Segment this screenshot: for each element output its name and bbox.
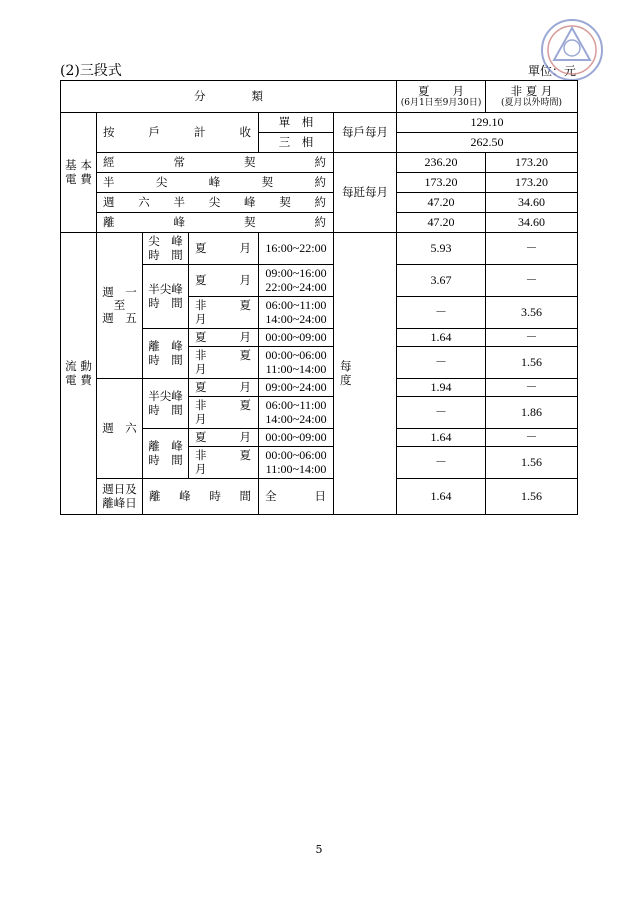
- summer-value: 5.93: [397, 233, 486, 265]
- table-row: [61, 213, 578, 233]
- table-row: [61, 173, 578, 193]
- summer-header-range: (6月1日至9月30日): [400, 97, 482, 108]
- nonsummer-value: －: [486, 379, 578, 397]
- weekday-label: [97, 233, 143, 379]
- time-range-1: 00:00~06:00: [265, 447, 327, 462]
- per-household-meter: 按 戶 計 收: [97, 113, 259, 153]
- period-line2: 時 間: [148, 352, 183, 367]
- season-label: 非 夏 月: [189, 347, 259, 379]
- sunday-period: 離 峰 時 間: [143, 479, 259, 515]
- table-row: [61, 113, 578, 133]
- contract-name: 週六半尖峰契約: [97, 193, 334, 213]
- summer-value: 1.64: [397, 329, 486, 347]
- nonsummer-value: 1.56: [486, 447, 578, 479]
- summer-value: 236.20: [397, 153, 486, 173]
- single-phase-label: 單 相: [259, 113, 334, 133]
- nonsummer-value: 34.60: [486, 193, 578, 213]
- time-range: [259, 397, 334, 429]
- period-line2: 時 間: [148, 295, 183, 310]
- nonsummer-value: －: [486, 329, 578, 347]
- flow-charge-label: [61, 233, 97, 515]
- period-line2: 時 間: [148, 452, 183, 467]
- summer-value: 173.20: [397, 173, 486, 193]
- period-line1: 半尖峰: [148, 282, 183, 297]
- taipower-seal-icon: [540, 18, 604, 82]
- weekday-line1: 週 一: [102, 284, 137, 299]
- period-line2: 時 間: [148, 247, 183, 262]
- header-row: [61, 81, 578, 113]
- single-phase-value: 129.10: [397, 113, 578, 133]
- nonsummer-value: 34.60: [486, 213, 578, 233]
- summer-value: 1.64: [397, 429, 486, 447]
- summer-header-label: 夏 月: [418, 83, 465, 98]
- season-label: 夏 月: [189, 429, 259, 447]
- nonsummer-value: 1.86: [486, 397, 578, 429]
- table-row: [61, 153, 578, 173]
- table-row: [61, 379, 578, 397]
- time-range-1: 09:00~16:00: [265, 265, 327, 280]
- time-range-2: 14:00~24:00: [265, 311, 327, 326]
- time-range: [259, 297, 334, 329]
- period-line1: 半尖峰: [148, 389, 183, 404]
- time-range: [259, 265, 334, 297]
- nonsummer-header: [486, 81, 578, 113]
- time-range: [259, 347, 334, 379]
- summer-value: －: [397, 297, 486, 329]
- nonsummer-header-label: 非 夏 月: [510, 83, 553, 98]
- season-label: 夏 月: [189, 233, 259, 265]
- summer-value: －: [397, 397, 486, 429]
- sunday-label: [97, 479, 143, 515]
- period-line1: 尖 峰: [148, 234, 183, 249]
- time-range: 16:00~22:00: [259, 233, 334, 265]
- contract-name: 經常契約: [97, 153, 334, 173]
- summer-value: 47.20: [397, 213, 486, 233]
- nonsummer-header-range: (夏月以外時間): [501, 97, 563, 108]
- unit-kw: 每瓩每月: [334, 153, 397, 233]
- time-range-2: 14:00~24:00: [265, 411, 327, 426]
- three-phase-label: 三 相: [259, 133, 334, 153]
- nonsummer-value: 1.56: [486, 347, 578, 379]
- period-line1: 離 峰: [148, 439, 183, 454]
- summer-value: 47.20: [397, 193, 486, 213]
- semipeak-period-label: [143, 379, 189, 429]
- unit-label: 單位：元: [527, 64, 576, 78]
- nonsummer-value: 173.20: [486, 173, 578, 193]
- summer-value: 1.64: [397, 479, 486, 515]
- sunday-time: 全 日: [259, 479, 334, 515]
- nonsummer-value: 1.56: [486, 479, 578, 515]
- time-range-1: 06:00~11:00: [265, 397, 327, 412]
- offpeak-period-label: [143, 329, 189, 379]
- season-label: 非 夏 月: [189, 397, 259, 429]
- rate-table: [60, 80, 578, 515]
- contract-name: 離峰契約: [97, 213, 334, 233]
- page-number: 5: [315, 843, 323, 856]
- season-label: 非 夏 月: [189, 447, 259, 479]
- time-range-2: 22:00~24:00: [265, 279, 327, 294]
- time-range: 00:00~09:00: [259, 429, 334, 447]
- unit-per-kwh: 每 度: [334, 233, 397, 515]
- table-row: [61, 193, 578, 213]
- semipeak-period-label: [143, 265, 189, 329]
- category-header: 分 類: [61, 81, 397, 113]
- time-range: 00:00~09:00: [259, 329, 334, 347]
- summer-value: －: [397, 347, 486, 379]
- nonsummer-value: －: [486, 233, 578, 265]
- season-label: 夏 月: [189, 379, 259, 397]
- basic-label-line1: 基 本: [65, 158, 92, 173]
- flow-label-line2: 電 費: [65, 372, 92, 387]
- period-line1: 離 峰: [148, 339, 183, 354]
- season-label: 非 夏 月: [189, 297, 259, 329]
- time-range-2: 11:00~14:00: [265, 361, 327, 376]
- section-heading: (2)三段式: [60, 63, 122, 79]
- sunday-line1: 週日及: [102, 482, 137, 497]
- summer-header: [397, 81, 486, 113]
- table-row: [61, 233, 578, 265]
- nonsummer-value: 3.56: [486, 297, 578, 329]
- table-row: [61, 479, 578, 515]
- flow-label-line1: 流 動: [65, 359, 92, 374]
- time-range: [259, 447, 334, 479]
- peak-period-label: [143, 233, 189, 265]
- contract-name: 半尖峰契約: [97, 173, 334, 193]
- time-range-1: 06:00~11:00: [265, 297, 327, 312]
- sunday-line2: 離峰日: [102, 495, 137, 510]
- season-label: 夏 月: [189, 265, 259, 297]
- nonsummer-value: 173.20: [486, 153, 578, 173]
- time-range-1: 00:00~06:00: [265, 347, 327, 362]
- summer-value: －: [397, 447, 486, 479]
- basic-charge-label: [61, 113, 97, 233]
- basic-label-line2: 電 費: [65, 171, 92, 186]
- time-range-2: 11:00~14:00: [265, 461, 327, 476]
- period-line2: 時 間: [148, 402, 183, 417]
- season-label: 夏 月: [189, 329, 259, 347]
- summer-value: 3.67: [397, 265, 486, 297]
- unit-household: 每戶每月: [334, 113, 397, 153]
- time-range: 09:00~24:00: [259, 379, 334, 397]
- weekday-line3: 週 五: [102, 311, 137, 326]
- offpeak-period-label: [143, 429, 189, 479]
- three-phase-value: 262.50: [397, 133, 578, 153]
- saturday-label: 週 六: [97, 379, 143, 479]
- weekday-line2: 至: [113, 297, 126, 312]
- nonsummer-value: －: [486, 429, 578, 447]
- nonsummer-value: －: [486, 265, 578, 297]
- summer-value: 1.94: [397, 379, 486, 397]
